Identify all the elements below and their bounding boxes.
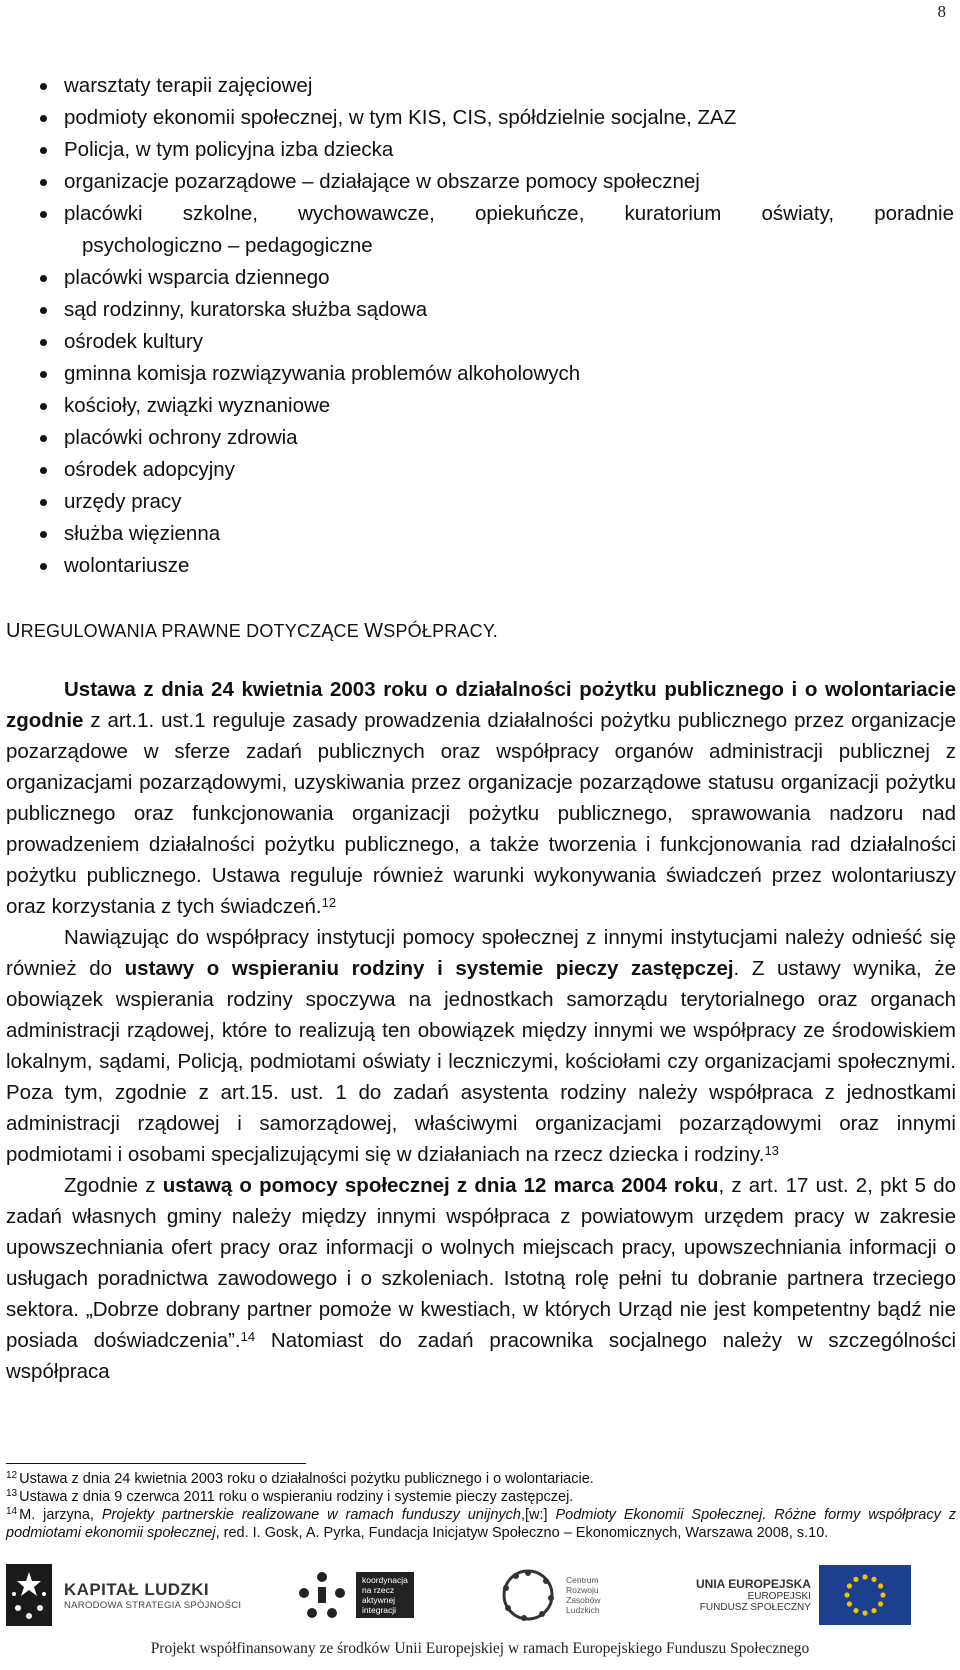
paragraph-ustawa-2003: Ustawa z dnia 24 kwietnia 2003 roku o działalności pożytku publicznego i o wolontariacie zgodnie z art.1. ust.1 reguluje zasady prowadzenia działalności pożytku publicznego przez organizacje pozarządowe w sferze zadań publicznych oraz współpracy organów administracji publicznej z organizacjami pozarządowymi, uzyskiwania przez organizacje pozarządowe statusu organizacji pożytku publicznego oraz funkcjonowania organizacji pożytku publicznego, sprawowania nadzoru nad prowadzeniem działalności pożytku publicznego, a także tworzenia i funkcjonowania rad działalności pożytku publicznego. Ustawa reguluje również warunki wykonywania świadczeń przez wolontariuszy oraz korzystania z tych świadczeń.$^{12}$ xyxy=(6,678,956,918)
footnote-ref: 12 xyxy=(321,895,337,910)
list-item: Policja, w tym policyjna izba dziecka xyxy=(34,134,954,166)
cofinancing-footer: Projekt współfinansowany ze środków Unii Europejskiej w ramach Europejskiego Funduszu Społecznego xyxy=(150,1640,810,1657)
list-item-line: psychologiczno – pedagogiczne xyxy=(82,234,373,257)
koordynacja-logo xyxy=(294,1560,414,1630)
list-item: podmioty ekonomii społecznej, w tym KIS, CIS, spółdzielnie socjalne, ZAZ xyxy=(34,102,954,134)
kapital-ludzki-logo xyxy=(6,1560,241,1630)
list-item: służba więzienna xyxy=(34,518,954,550)
list-item: wolontariusze xyxy=(34,550,954,582)
list-item: sąd rodzinny, kuratorska służba sądowa xyxy=(34,294,954,326)
list-item: warsztaty terapii zajęciowej xyxy=(34,70,954,102)
paragraph-wspieranie-rodziny: Nawiązując do współpracy instytucji pomocy społecznej z innymi instytucjami należy odnieść się również do ustawy o wspieraniu rodziny i systemie pieczy zastępczej. Z ustawy wynika, że obowiązek wspierania rodziny spoczywa na jednostkach samorządu terytorialnego oraz organach administracji rządowej, które to realizują ten obowiązek między innymi we współpracy ze środowiskiem lokalnym, sądami, Policją, podmiotami oświaty i leczniczymi, kościołami czy organizacjami społecznymi. Poza tym, zgodnie z art.15. ust. 1 do zadań asystenta rodziny należy współpraca z jednostkami administracji rządowej i samorządowej, właściwymi organizacjami pozarządowymi oraz innymi podmiotami i osobami specjalizującymi się w działaniach na rzecz dziecka i rodziny.$^{13}$ xyxy=(6,926,956,1166)
eu-logo xyxy=(696,1560,911,1630)
eu-title: UNIA EUROPEJSKA xyxy=(696,1577,811,1591)
body-text xyxy=(6,674,956,1387)
list-item: urzędy pracy xyxy=(34,486,954,518)
koordynacja-emblem-icon xyxy=(294,1567,350,1623)
footnote-14: $^{14}$ M. jarzyna, Projekty partnerskie realizowane w ramach funduszy unijnych,[w:] Podmioty Ekonomii Społecznej. Różne formy współpracy z podmiotami ekonomii społecznej, red. I. Gosk, A. Pyrka, Fundacja Inicjatyw Społeczno – Ekonomicznych, Warszawa 2008, s.10. xyxy=(6,1506,956,1541)
footnote-ref: 13 xyxy=(764,1143,779,1158)
section-heading: UREGULOWANIA PRAWNE DOTYCZĄCE WSPÓŁPRACY. xyxy=(6,620,498,642)
list-item: placówki wsparcia dziennego xyxy=(34,262,954,294)
list-item-line: placówki szkolne, wychowawcze, opiekuńcze, kuratorium oświaty, poradnie xyxy=(64,202,954,225)
institution-list xyxy=(34,70,954,582)
eu-subtitle-2: FUNDUSZ SPOŁECZNY xyxy=(699,1602,811,1613)
list-item: ośrodek adopcyjny xyxy=(34,454,954,486)
list-item: placówki ochrony zdrowia xyxy=(34,422,954,454)
footnote-separator xyxy=(6,1463,306,1464)
kapital-ludzki-subtitle: NARODOWA STRATEGIA SPÓJNOŚCI xyxy=(64,1599,242,1611)
list-item: ośrodek kultury xyxy=(34,326,954,358)
footnotes xyxy=(6,1470,956,1542)
koordynacja-text-box: koordynacja na rzecz aktywnej integracji xyxy=(356,1572,414,1618)
kapital-ludzki-title: KAPITAŁ LUDZKI xyxy=(64,1579,210,1599)
footnote-ref: 14 xyxy=(240,1329,256,1344)
page-number: 8 xyxy=(937,2,946,21)
kapital-ludzki-emblem-icon xyxy=(6,1564,52,1626)
footnote-13: $^{13}$ Ustawa z dnia 9 czerwca 2011 roku o wspieraniu rodziny i systemie pieczy zastępczej. xyxy=(6,1488,574,1505)
list-item xyxy=(34,198,954,262)
logo-bar xyxy=(6,1560,956,1630)
eu-flag-icon xyxy=(819,1565,911,1625)
list-item: gminna komisja rozwiązywania problemów alkoholowych xyxy=(34,358,954,390)
list-item: kościoły, związki wyznaniowe xyxy=(34,390,954,422)
crzl-emblem-icon xyxy=(498,1566,558,1624)
footnote-12: $^{12}$ Ustawa z dnia 24 kwietnia 2003 roku o działalności pożytku publicznego i o wolontariacie. xyxy=(6,1470,594,1487)
crzl-logo: Centrum Rozwoju Zasobów Ludzkich xyxy=(498,1560,601,1630)
eu-subtitle-1: EUROPEJSKI xyxy=(747,1591,811,1602)
list-item: organizacje pozarządowe – działające w obszarze pomocy społecznej xyxy=(34,166,954,198)
paragraph-pomoc-spoleczna: Zgodnie z ustawą o pomocy społecznej z dnia 12 marca 2004 roku, z art. 17 ust. 2, pkt 5 do zadań własnych gminy należy między innymi współpraca z powiatowym urzędem pracy w zakresie upowszechniania ofert pracy oraz informacji o wolnych miejscach pracy, upowszechniania informacji o usługach poradnictwa zawodowego i o szkoleniach. Istotną rolę pełni tu dobranie partnera trzeciego sektora. „Dobrze dobrany partner pomoże w kwestiach, w których Urząd nie jest kompetentny bądź nie posiada doświadczenia”.$^{14}$ Natomiast do zadań pracownika socjalnego należy w szczególności współpraca xyxy=(6,1174,957,1383)
